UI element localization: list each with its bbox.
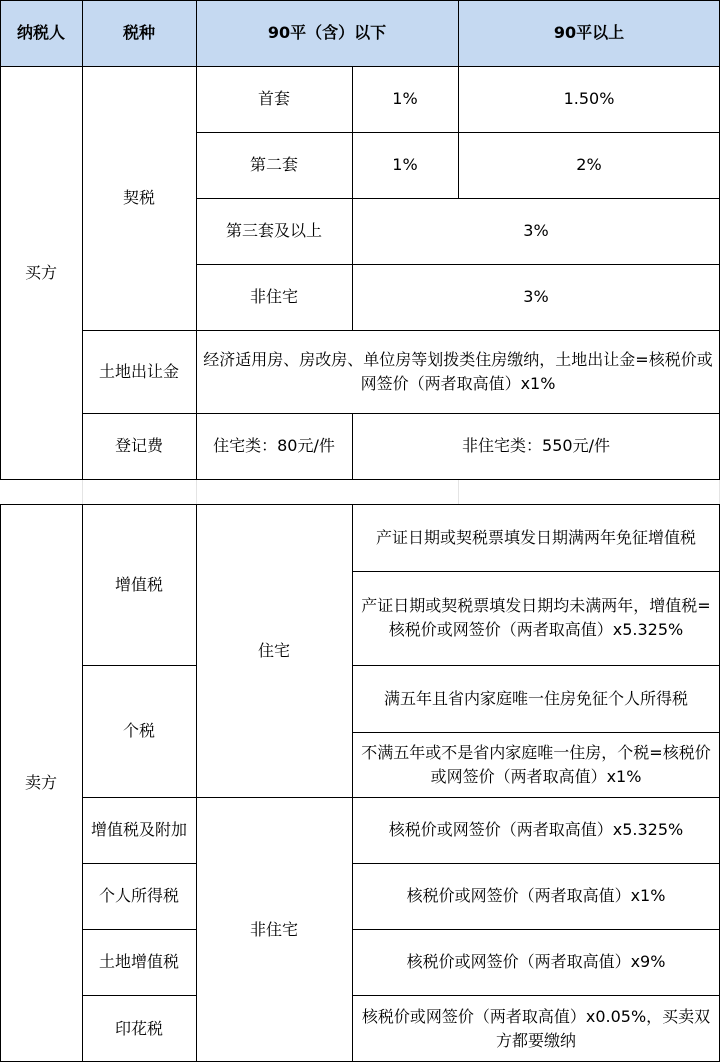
deed-third-label: 第三套及以上 (196, 198, 352, 264)
land-transfer-fee-value: 经济适用房、房改房、单位房等划拨类住房缴纳，土地出让金=核税价或网签价（两者取高值）x1% (196, 330, 720, 413)
header-taxpayer: 纳税人 (0, 0, 82, 66)
seller-residential-label: 住宅 (196, 504, 352, 797)
deed-non-residential-value: 3% (352, 264, 720, 330)
seller-label: 卖方 (0, 504, 82, 1062)
vat-surcharge-label: 增值税及附加 (82, 797, 196, 863)
stamp-duty-label: 印花税 (82, 995, 196, 1062)
header-under-90: 90平（含）以下 (196, 0, 458, 66)
deed-second-over90: 2% (458, 132, 720, 198)
vat-taxed: 产证日期或契税票填发日期均未满两年，增值税=核税价或网签价（两者取高值）x5.325% (352, 571, 720, 665)
income-tax-label: 个税 (82, 665, 196, 797)
registration-fee-non-residential: 非住宅类：550元/件 (352, 413, 720, 479)
registration-fee-residential: 住宅类：80元/件 (196, 413, 352, 479)
land-vat-value: 核税价或网签价（两者取高值）x9% (352, 929, 720, 995)
personal-income-tax-value: 核税价或网签价（两者取高值）x1% (352, 863, 720, 929)
buyer-label: 买方 (0, 66, 82, 479)
land-vat-label: 土地增值税 (82, 929, 196, 995)
income-tax-taxed: 不满五年或不是省内家庭唯一住房，个税=核税价或网签价（两者取高值）x1% (352, 732, 720, 797)
registration-fee-label: 登记费 (82, 413, 196, 479)
deed-first-over90: 1.50% (458, 66, 720, 132)
deed-tax-label: 契税 (82, 66, 196, 330)
deed-third-value: 3% (352, 198, 720, 264)
personal-income-tax-label: 个人所得税 (82, 863, 196, 929)
income-tax-exempt: 满五年且省内家庭唯一住房免征个人所得税 (352, 665, 720, 732)
deed-second-under90: 1% (352, 132, 458, 198)
header-tax-type: 税种 (82, 0, 196, 66)
deed-first-under90: 1% (352, 66, 458, 132)
deed-non-residential-label: 非住宅 (196, 264, 352, 330)
stamp-duty-value: 核税价或网签价（两者取高值）x0.05%，买卖双方都要缴纳 (352, 995, 720, 1062)
header-over-90: 90平以上 (458, 0, 720, 66)
vat-exempt: 产证日期或契税票填发日期满两年免征增值税 (352, 504, 720, 571)
vat-label: 增值税 (82, 504, 196, 665)
deed-second-label: 第二套 (196, 132, 352, 198)
land-transfer-fee-label: 土地出让金 (82, 330, 196, 413)
deed-first-label: 首套 (196, 66, 352, 132)
vat-surcharge-value: 核税价或网签价（两者取高值）x5.325% (352, 797, 720, 863)
seller-non-residential-label: 非住宅 (196, 797, 352, 1062)
